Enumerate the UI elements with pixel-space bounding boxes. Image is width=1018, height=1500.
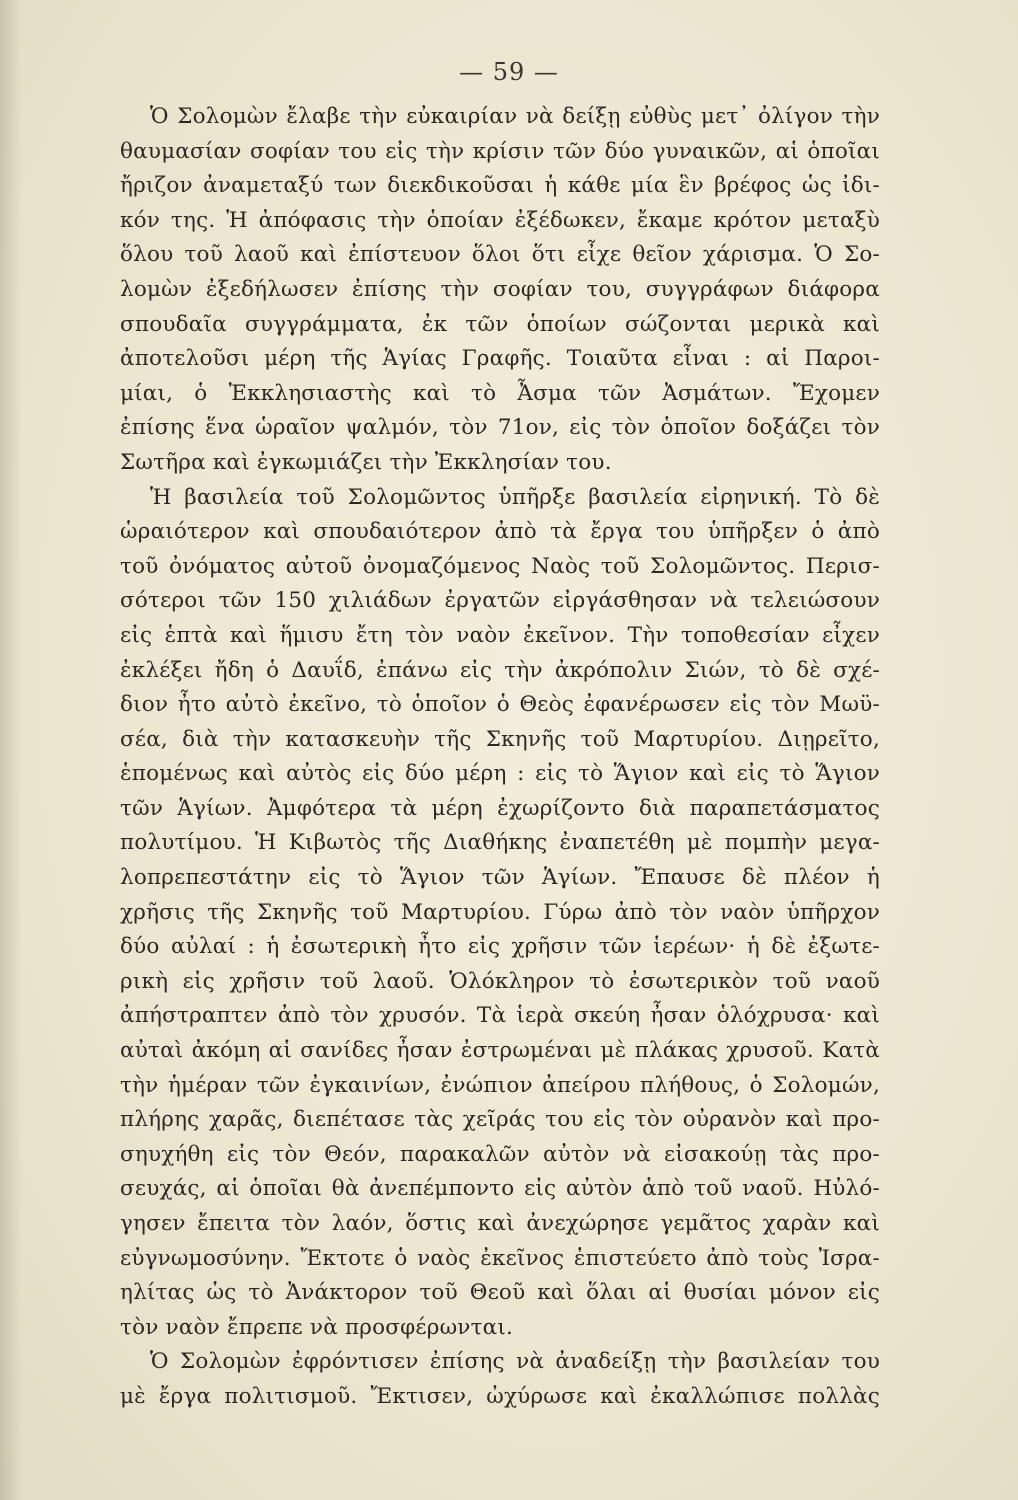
text-line: λομὼν ἐξεδήλωσεν ἐπίσης τὴν σοφίαν του, συγγράφων διάφορα [120, 276, 880, 302]
text-line: πολυτίμου. Ἡ Κιβωτὸς τῆς Διαθήκης ἐναπετέθη μὲ πομπὴν μεγα- [120, 830, 880, 856]
text-line: πλήρης χαρᾶς, διεπέτασε τὰς χεῖράς του εἰς τὸν οὐρανὸν καὶ προ- [120, 1107, 880, 1133]
text-line: εἰς ἑπτὰ καὶ ἥμισυ ἔτη τὸν ναὸν ἐκεῖνον. Τὴν τοποθεσίαν εἶχεν [120, 622, 880, 648]
text-line: τοῦ ὀνόματος αὐτοῦ ὀνομαζόμενος Ναὸς τοῦ Σολομῶντος. Περισ- [120, 553, 880, 579]
text-line: λοπρεπεστάτην εἰς τὸ Ἅγιον τῶν Ἁγίων. Ἔπαυσε δὲ πλέον ἡ [120, 865, 880, 891]
text-line: τὴν ἡμέραν τῶν ἐγκαινίων, ἐνώπιον ἀπείρου πλήθους, ὁ Σολομών, [120, 1072, 880, 1098]
text-line: ἐκλέξει ἤδη ὁ Δαυΐδ, ἐπάνω εἰς τὴν ἀκρόπολιν Σιών, τὸ δὲ σχέ- [120, 657, 880, 683]
text-line: ηλίτας ὡς τὸ Ἀνάκτορον τοῦ Θεοῦ καὶ ὅλαι αἱ θυσίαι μόνον εἰς [120, 1280, 880, 1306]
text-line: ἤριζον ἀναμεταξύ των διεκδικοῦσαι ἡ κάθε μία ἓν βρέφος ὡς ἰδι- [120, 173, 880, 199]
text-line: τὸν ναὸν ἔπρεπε νὰ προσφέρωνται. [120, 1314, 514, 1340]
text-line: ὡραιότερον καὶ σπουδαιότερον ἀπὸ τὰ ἔργα του ὑπῆρξεν ὁ ἀπὸ [120, 519, 880, 545]
text-line: σηυχήθη εἰς τὸν Θεόν, παρακαλῶν αὐτὸν νὰ εἰσακούῃ τὰς προ- [120, 1141, 880, 1167]
text-line: ἀποτελοῦσι μέρη τῆς Ἁγίας Γραφῆς. Τοιαῦτα εἶναι : αἱ Παροι- [120, 346, 880, 372]
text-line: δύο αὐλαί : ἡ ἐσωτερικὴ ἦτο εἰς χρῆσιν τῶν ἱερέων· ἡ δὲ ἐξωτε- [120, 934, 880, 960]
text-line: τῶν Ἁγίων. Ἀμφότερα τὰ μέρη ἐχωρίζοντο διὰ παραπετάσματος [120, 795, 880, 821]
text-line: ἑπομένως καὶ αὐτὸς εἰς δύο μέρη : εἰς τὸ Ἅγιον καὶ εἰς τὸ Ἅγιον [120, 761, 880, 787]
text-line: ὅλου τοῦ λαοῦ καὶ ἐπίστευον ὅλοι ὅτι εἶχε θεῖον χάρισμα. Ὁ Σο- [120, 242, 880, 268]
text-line: σπουδαῖα συγγράμματα, ἐκ τῶν ὁποίων σώζονται μερικὰ καὶ [120, 311, 880, 337]
text-line: χρῆσις τῆς Σκηνῆς τοῦ Μαρτυρίου. Γύρω ἀπὸ τὸν ναὸν ὑπῆρχον [120, 899, 880, 925]
text-line: σέα, διὰ τὴν κατασκευὴν τῆς Σκηνῆς τοῦ Μαρτυρίου. Διῃρεῖτο, [120, 726, 880, 752]
text-line: σότεροι τῶν 150 χιλιάδων ἐργατῶν εἰργάσθησαν νὰ τελειώσουν [120, 588, 880, 614]
text-line: ἐπίσης ἕνα ὡραῖον ψαλμόν, τὸν 71ον, εἰς τὸν ὁποῖον δοξάζει τὸν [120, 415, 880, 441]
spine-shadow [0, 0, 22, 1500]
text-line: διον ἦτο αὐτὸ ἐκεῖνο, τὸ ὁποῖον ὁ Θεὸς ἐφανέρωσεν εἰς τὸν Μωϋ- [120, 692, 880, 718]
text-line: μὲ ἔργα πολιτισμοῦ. Ἔκτισεν, ὠχύρωσε καὶ ἐκαλλώπισε πολλὰς [120, 1383, 880, 1409]
text-line: Ὁ Σολομὼν ἐφρόντισεν ἐπίσης νὰ ἀναδείξῃ τὴν βασιλείαν του [150, 1349, 880, 1375]
body-text [120, 100, 880, 1415]
text-line: εὐγνωμοσύνην. Ἔκτοτε ὁ ναὸς ἐκεῖνος ἐπιστεύετο ἀπὸ τοὺς Ἰσρα- [120, 1245, 880, 1271]
text-line: Ἡ βασιλεία τοῦ Σολομῶντος ὑπῆρξε βασιλεία εἰρηνική. Τὸ δὲ [150, 484, 880, 510]
text-line: θαυμασίαν σοφίαν του εἰς τὴν κρίσιν τῶν δύο γυναικῶν, αἱ ὁποῖαι [120, 138, 880, 164]
text-line: αὐταὶ ἀκόμη αἱ σανίδες ἦσαν ἐστρωμέναι μὲ πλάκας χρυσοῦ. Κατὰ [120, 1038, 880, 1064]
page-number: — 59 — [459, 58, 559, 86]
text-line: κόν της. Ἡ ἀπόφασις τὴν ὁποίαν ἐξέδωκεν, ἔκαμε κρότον μεταξὺ [120, 207, 880, 233]
text-line: ρικὴ εἰς χρῆσιν τοῦ λαοῦ. Ὁλόκληρον τὸ ἐσωτερικὸν τοῦ ναοῦ [120, 968, 880, 994]
text-line: Σωτῆρα καὶ ἐγκωμιάζει τὴν Ἐκκλησίαν του. [120, 449, 612, 475]
text-line: γησεν ἔπειτα τὸν λαόν, ὅστις καὶ ἀνεχώρησε γεμᾶτος χαρὰν καὶ [120, 1211, 880, 1236]
text-line: Ὁ Σολομὼν ἔλαβε τὴν εὐκαιρίαν νὰ δείξῃ εὐθὺς μετ᾽ ὀλίγον τὴν [150, 104, 880, 129]
text-line: σευχάς, αἱ ὁποῖαι θὰ ἀνεπέμποντο εἰς αὐτὸν ἀπὸ τοῦ ναοῦ. Ηὐλό- [120, 1176, 880, 1202]
text-line: μίαι, ὁ Ἐκκλησιαστὴς καὶ τὸ Ἆσμα τῶν Ἀσμάτων. Ἔχομεν [120, 380, 880, 406]
text-line: ἀπήστραπτεν ἀπὸ τὸν χρυσόν. Τὰ ἱερὰ σκεύη ἦσαν ὁλόχρυσα· καὶ [120, 1003, 880, 1029]
